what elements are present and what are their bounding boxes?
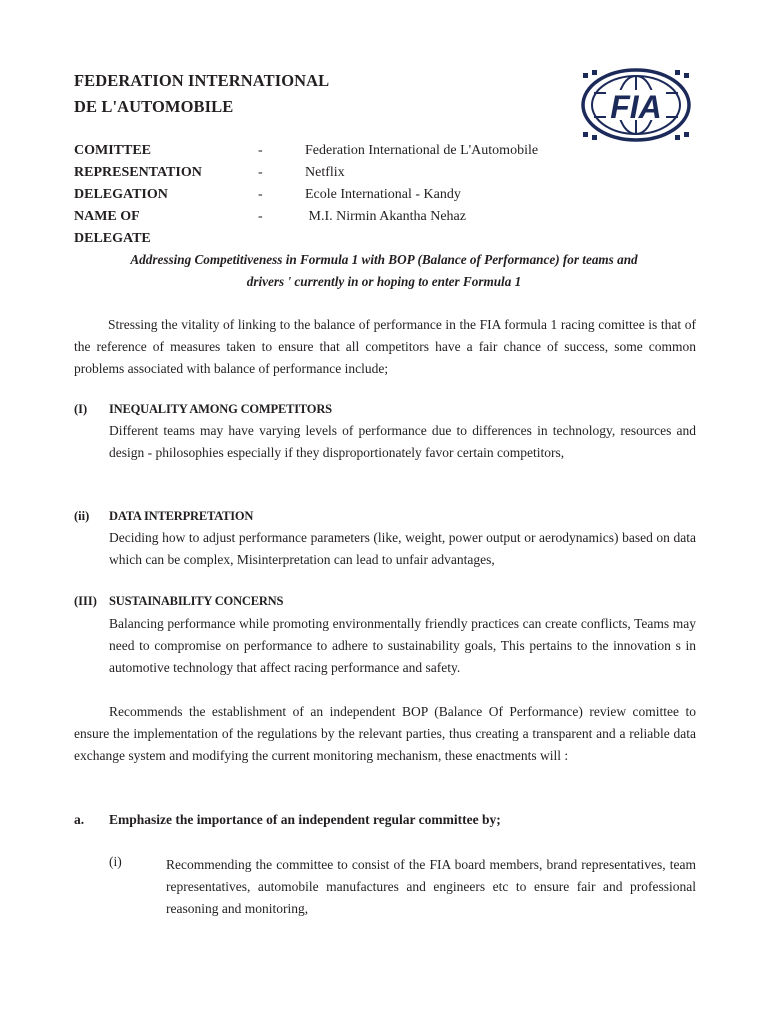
- title-line-1: FEDERATION INTERNATIONAL: [74, 71, 330, 90]
- info-dash: -: [258, 209, 263, 224]
- recommends-paragraph: Recommends the establishment of an independent BOP (Balance Of Performance) review comittee to ensure the implementation of the regulations by the relevant parties, thus creating a transparent and a reliable data exchange system and modifying the current monitoring mechanism, these enactments will :: [74, 704, 696, 763]
- section-body: Balancing performance while promoting environmentally friendly practices can create conflicts, Teams may need to compromise on performance to adhere to sustainability goals, This pertains to the innovation s in automotive technology that affect racing performance and safety.: [109, 616, 696, 675]
- info-value: Federation International de L'Automobile: [305, 143, 539, 158]
- info-value: M.I. Nirmin Akantha Nehaz: [305, 209, 466, 224]
- info-value: Ecole International - Kandy: [305, 187, 461, 202]
- info-dash: -: [258, 143, 263, 158]
- info-value: Netflix: [305, 165, 345, 180]
- info-label: DELEGATION: [74, 187, 168, 202]
- section-number: (I): [74, 402, 88, 416]
- clause-a-text: Emphasize the importance of an independent regular committee by;: [109, 812, 501, 827]
- intro-paragraph: Stressing the vitality of linking to the balance of performance in the FIA formula 1 racing comittee is that of the reference of measures taken to ensure that all competitors have a fair chance of success, some common problems associated with balance of performance include;: [74, 317, 696, 376]
- section-heading: DATA INTERPRETATION: [109, 509, 254, 523]
- subclause-text: Recommending the committee to consist of the FIA board members, brand representatives, team representatives, automobile manufactures and engineers etc to ensure fair and professional reasoning and monitoring,: [166, 857, 696, 916]
- info-dash: -: [258, 165, 263, 180]
- section-heading: INEQUALITY AMONG COMPETITORS: [109, 402, 332, 416]
- section-heading: SUSTAINABILITY CONCERNS: [109, 594, 284, 608]
- logo-text: FIA: [610, 89, 662, 125]
- info-label: NAME OF DELEGATE: [74, 209, 151, 246]
- section-body: Deciding how to adjust performance parameters (like, weight, power output or aerodynamics) based on data which can be complex, Misinterpretation can lead to unfair advantages,: [109, 530, 696, 567]
- info-label: REPRESENTATION: [74, 165, 202, 180]
- section-body: Different teams may have varying levels of performance due to differences in technology, resources and design - philosophies especially if they disproportionately favor certain competitors,: [109, 423, 696, 460]
- clause-a-letter: a.: [74, 812, 85, 827]
- fia-globe-icon: [580, 68, 692, 142]
- section-number: (III): [74, 594, 97, 608]
- fia-logo: [580, 68, 692, 142]
- section-number: (ii): [74, 509, 90, 523]
- subclause-number: (i): [109, 854, 122, 869]
- topic-heading: [74, 249, 694, 293]
- document-title: [74, 68, 329, 120]
- info-label: COMITTEE: [74, 143, 152, 158]
- topic-line-1: Addressing Competitiveness in Formula 1 with BOP (Balance of Performance) for teams and: [130, 252, 638, 267]
- info-dash: -: [258, 187, 263, 202]
- title-line-2: DE L'AUTOMOBILE: [74, 97, 234, 116]
- topic-line-2: drivers ' currently in or hoping to enter Formula 1: [246, 274, 522, 289]
